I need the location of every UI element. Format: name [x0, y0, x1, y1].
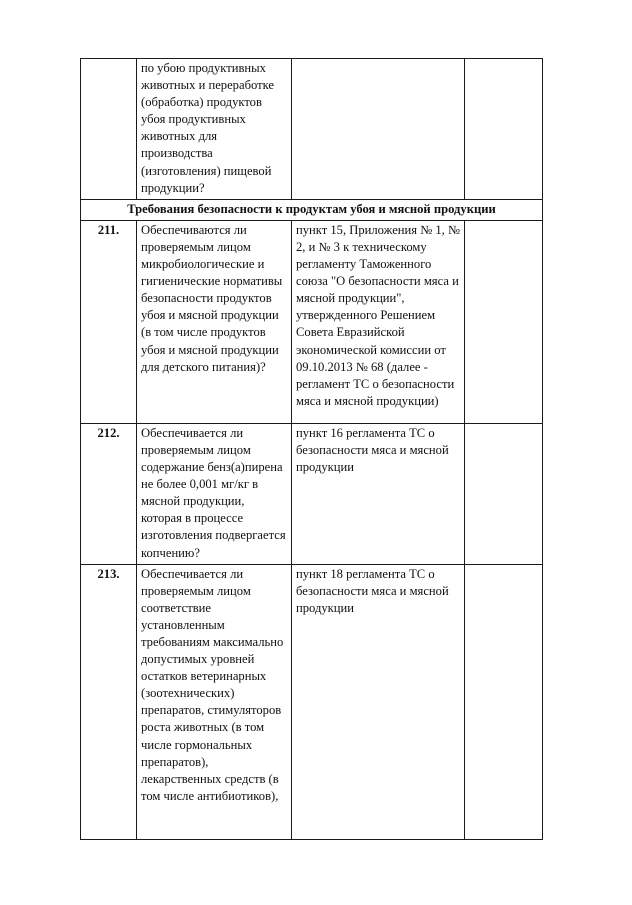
question-cell — [137, 423, 292, 564]
reference-cell — [292, 220, 465, 423]
note-cell — [465, 564, 543, 839]
reference-cell — [292, 59, 465, 200]
question-text: Обеспечивается ли проверяемым лицом содержание бенз(а)пирена не более 0,001 мг/кг в мясной продукции, которая в процессе изготовления подвергается копчению? — [141, 425, 286, 560]
note-cell — [465, 423, 543, 564]
table-row-213 — [81, 564, 543, 839]
reference-cell — [292, 423, 465, 564]
reference-text: пункт 15, Приложения № 1, № 2, и № 3 к техническому регламенту Таможенного союза "О безопасности мяса и мясной продукции", утвержденного Решением Совета Евразийской экономической комиссии от 09.10.2013 № 68 (далее - регламент ТС о безопасности мяса и мясной продукции) — [296, 222, 460, 408]
section-heading-row — [81, 199, 543, 220]
reference-text: пункт 16 регламента ТС о безопасности мяса и мясной продукции — [296, 425, 449, 475]
reference-text: пункт 18 регламента ТС о безопасности мяса и мясной продукции — [296, 566, 449, 615]
note-cell — [465, 59, 543, 200]
question-text: по убою продуктивных животных и переработке (обработка) продуктов убоя продуктивных животных для производства (изготовления) пищевой продукции? — [141, 61, 275, 195]
question-text: Обеспечивается ли проверяемым лицом соответствие установленным требованиям максимально допустимых уровней остатков ветеринарных (зоотехнических) препаратов, стимуляторов роста животных (в том числе гормональных препаратов), лекарственных средств (в том числе антибиотиков), — [141, 566, 284, 803]
question-cell — [137, 564, 292, 839]
table-row-continuation — [81, 59, 543, 200]
row-number-cell: 213. — [81, 564, 137, 839]
table-row-212 — [81, 423, 543, 564]
requirements-table — [80, 58, 543, 840]
reference-cell — [292, 564, 465, 839]
row-number-cell: 211. — [81, 220, 137, 423]
table-row-211 — [81, 220, 543, 423]
note-cell — [465, 220, 543, 423]
question-cell — [137, 220, 292, 423]
section-heading: Требования безопасности к продуктам убоя и мясной продукции — [81, 199, 543, 220]
question-cell — [137, 59, 292, 200]
row-number-cell — [81, 59, 137, 200]
row-number-cell: 212. — [81, 423, 137, 564]
question-text: Обеспечиваются ли проверяемым лицом микробиологические и гигиенические нормативы безопасности продуктов убоя и мясной продукции (в том числе продуктов убоя и мясной продукции для детского питания)? — [141, 222, 283, 374]
